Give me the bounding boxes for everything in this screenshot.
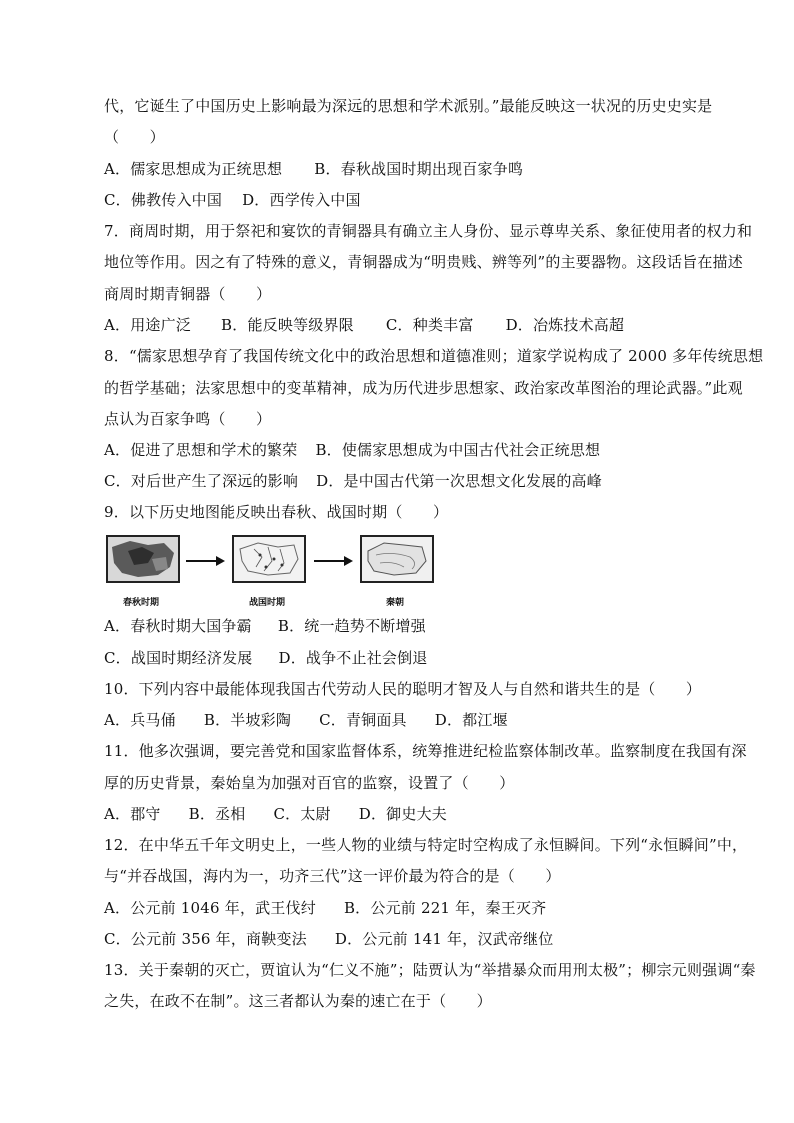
q7-option-c[interactable]: C．种类丰富 (385, 316, 474, 334)
q12-option-b[interactable]: B．公元前 221 年，秦王灭齐 (343, 899, 547, 917)
warring-states-map (232, 535, 306, 583)
q6-option-d[interactable]: D．西学传入中国 (242, 191, 361, 209)
q12-options-row1 (104, 898, 546, 918)
map-label-spring-autumn: 春秋时期 (122, 598, 159, 608)
q8-stem-line2: 的哲学基础；法家思想中的变革精神，成为历代进步思想家、政治家改革图治的理论武器。”此观 (104, 379, 743, 397)
arrow-right-icon (314, 555, 354, 567)
q8-option-d[interactable]: D．是中国古代第一次思想文化发展的高峰 (316, 472, 602, 490)
arrow-right-icon (186, 555, 226, 567)
warring-states-map-image (234, 537, 304, 581)
q10-option-d[interactable]: D．都江堰 (434, 711, 508, 729)
q7-option-a[interactable]: A．用途广泛 (104, 316, 192, 334)
q12-stem-line1: 12．在中华五千年文明史上，一些人物的业绩与特定时空构成了永恒瞬间。下列“永恒瞬间”中， (104, 836, 748, 854)
q8-options-row2 (104, 471, 602, 491)
q12-option-a[interactable]: A．公元前 1046 年，武王伐纣 (104, 899, 316, 917)
q12-stem-line2: 与“并吞战国，海内为一，功齐三代”这一评价最为符合的是（ ） (104, 867, 561, 885)
q7-stem-line1: 7．商周时期，用于祭祀和宴饮的青铜器具有确立主人身份、显示尊卑关系、象征使用者的权力和 (104, 222, 753, 240)
q8-option-a[interactable]: A．促进了思想和学术的繁荣 (104, 441, 298, 459)
q10-stem: 10．下列内容中最能体现我国古代劳动人民的聪明才智及人与自然和谐共生的是（ ） (104, 680, 702, 698)
q7-options-row (104, 315, 624, 335)
q6-option-b[interactable]: B．春秋战国时期出现百家争鸣 (314, 160, 524, 178)
q10-option-c[interactable]: C．青铜面具 (319, 711, 407, 729)
q8-option-b[interactable]: B．使儒家思想成为中国古代社会正统思想 (315, 441, 601, 459)
q8-stem-line3: 点认为百家争鸣（ ） (104, 410, 272, 428)
q6-stem-line: 代，它诞生了中国历史上影响最为深远的思想和学术派别。”最能反映这一状况的历史史实是 (104, 97, 713, 115)
q11-stem-line2: 厚的历史背景，秦始皇为加强对百官的监察，设置了（ ） (104, 774, 515, 792)
q9-stem: 9．以下历史地图能反映出春秋、战国时期（ ） (104, 503, 449, 521)
q10-option-b[interactable]: B．半坡彩陶 (203, 711, 292, 729)
q11-option-a[interactable]: A．郡守 (104, 805, 161, 823)
q11-stem-line1: 11．他多次强调，要完善党和国家监督体系，统筹推进纪检监察体制改革。监察制度在我国有深 (104, 742, 747, 760)
qin-dynasty-map-image (362, 537, 432, 581)
q8-stem-line1: 8．“儒家思想孕育了我国传统文化中的政治思想和道德准则；道家学说构成了 2000 多年传统思想 (104, 347, 764, 365)
spring-autumn-map (106, 535, 180, 583)
q9-options-row2 (104, 648, 428, 668)
q10-options-row (104, 710, 508, 730)
qin-dynasty-map (360, 535, 434, 583)
q9-option-a[interactable]: A．春秋时期大国争霸 (104, 617, 252, 635)
q6-options-row2 (104, 190, 361, 210)
q7-stem-line3: 商周时期青铜器（ ） (104, 285, 272, 303)
q8-options-row1 (104, 440, 600, 460)
q9-options-row1 (104, 616, 426, 636)
q7-stem-line2: 地位等作用。因之有了特殊的意义，青铜器成为“明贵贱、辨等列”的主要器物。这段话旨在描述 (104, 253, 743, 271)
q12-options-row2 (104, 929, 553, 949)
q13-stem-line1: 13．关于秦朝的灭亡，贾谊认为“仁义不施”；陆贾认为“举措暴众而用刑太极”；柳宗元则强调“秦 (104, 961, 756, 979)
map-label-warring-states: 战国时期 (248, 598, 285, 608)
q9-option-b[interactable]: B．统一趋势不断增强 (277, 617, 426, 635)
q11-option-c[interactable]: C．太尉 (273, 805, 331, 823)
q11-option-d[interactable]: D．御史大夫 (358, 805, 447, 823)
q9-map-sequence (104, 533, 404, 613)
q6-answer-bracket: （ ） (104, 128, 165, 146)
q6-option-a[interactable]: A．儒家思想成为正统思想 (104, 160, 283, 178)
q7-option-d[interactable]: D．冶炼技术高超 (505, 316, 625, 334)
q11-options-row (104, 804, 447, 824)
q6-options-row1 (104, 159, 523, 179)
q6-option-c[interactable]: C．佛教传入中国 (104, 191, 223, 209)
q12-option-c[interactable]: C．公元前 356 年，商鞅变法 (104, 930, 307, 948)
q9-option-d[interactable]: D．战争不止社会倒退 (278, 649, 428, 667)
q10-option-a[interactable]: A．兵马俑 (104, 711, 176, 729)
map-label-qin: 秦朝 (385, 598, 404, 608)
q9-option-c[interactable]: C．战国时期经济发展 (104, 649, 253, 667)
q8-option-c[interactable]: C．对后世产生了深远的影响 (104, 472, 299, 490)
spring-autumn-map-image (108, 537, 178, 581)
q11-option-b[interactable]: B．丞相 (188, 805, 246, 823)
q13-stem-line2: 之失，在政不在制”。这三者都认为秦的速亡在于（ ） (104, 992, 492, 1010)
q12-option-d[interactable]: D．公元前 141 年，汉武帝继位 (334, 930, 554, 948)
q7-option-b[interactable]: B．能反映等级界限 (221, 316, 354, 334)
